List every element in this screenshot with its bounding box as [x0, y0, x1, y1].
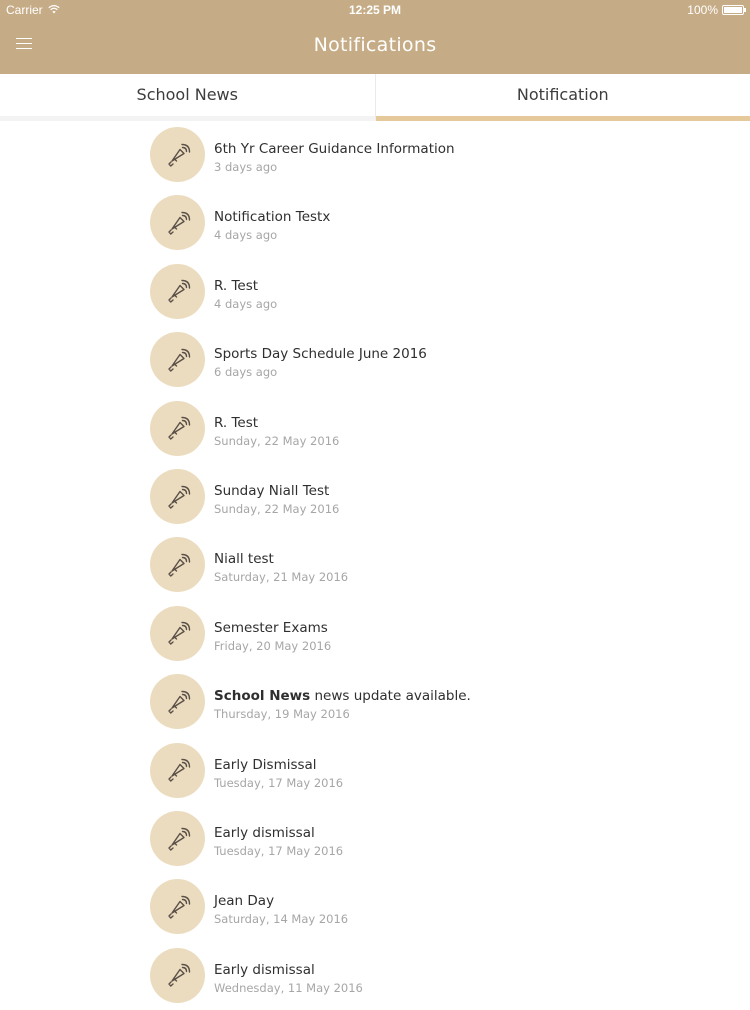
megaphone-icon — [150, 674, 205, 729]
notification-text — [214, 962, 363, 995]
notification-text — [214, 551, 348, 584]
notification-title: Niall test — [214, 551, 348, 567]
notification-item[interactable] — [150, 121, 650, 189]
megaphone-icon — [150, 879, 205, 934]
battery-label: 100% — [687, 3, 718, 17]
notification-date: 4 days ago — [214, 297, 277, 311]
notification-title: Jean Day — [214, 893, 348, 909]
megaphone-icon — [150, 264, 205, 319]
notification-date: 6 days ago — [214, 365, 427, 379]
notification-date: 3 days ago — [214, 160, 455, 174]
notification-item[interactable] — [150, 805, 650, 873]
megaphone-icon — [150, 127, 205, 182]
notification-title: Sunday Niall Test — [214, 483, 339, 499]
megaphone-icon — [150, 948, 205, 1003]
notification-text — [214, 757, 343, 790]
notification-item[interactable] — [150, 600, 650, 668]
notification-item[interactable] — [150, 189, 650, 257]
notification-date: Tuesday, 17 May 2016 — [214, 776, 343, 790]
battery-icon — [722, 5, 744, 15]
notification-item[interactable] — [150, 668, 650, 736]
notification-title: Early dismissal — [214, 962, 363, 978]
notification-item[interactable] — [150, 873, 650, 941]
tab-notification[interactable]: Notification — [376, 74, 750, 121]
notification-item[interactable] — [150, 737, 650, 805]
notification-date: Thursday, 19 May 2016 — [214, 707, 471, 721]
notification-item[interactable] — [150, 463, 650, 531]
page-title: Notifications — [0, 34, 750, 56]
notification-title: Early Dismissal — [214, 757, 343, 773]
notification-date: Tuesday, 17 May 2016 — [214, 844, 343, 858]
megaphone-icon — [150, 469, 205, 524]
notification-date: Saturday, 14 May 2016 — [214, 912, 348, 926]
megaphone-icon — [150, 537, 205, 592]
notification-text — [214, 688, 471, 721]
notification-text — [214, 893, 348, 926]
notification-title: Early dismissal — [214, 825, 343, 841]
notification-date: Wednesday, 11 May 2016 — [214, 981, 363, 995]
megaphone-icon — [150, 195, 205, 250]
megaphone-icon — [150, 332, 205, 387]
tab-bar — [0, 74, 750, 121]
notification-item[interactable] — [150, 326, 650, 394]
notification-text — [214, 278, 277, 311]
battery-status — [687, 3, 744, 17]
megaphone-icon — [150, 401, 205, 456]
notification-date: 4 days ago — [214, 228, 330, 242]
notification-text — [214, 415, 339, 448]
notification-text — [214, 620, 331, 653]
notification-title: R. Test — [214, 415, 339, 431]
notification-title: R. Test — [214, 278, 277, 294]
notification-date: Sunday, 22 May 2016 — [214, 502, 339, 516]
notification-date: Friday, 20 May 2016 — [214, 639, 331, 653]
notification-title-strong: School News — [214, 688, 310, 704]
notification-title: Sports Day Schedule June 2016 — [214, 346, 427, 362]
notification-title — [214, 688, 471, 704]
notification-title: Semester Exams — [214, 620, 331, 636]
carrier-label: Carrier — [6, 3, 43, 17]
notification-title: 6th Yr Career Guidance Information — [214, 141, 455, 157]
notification-item[interactable] — [150, 395, 650, 463]
notification-text — [214, 141, 455, 174]
notification-text — [214, 346, 427, 379]
notification-date: Saturday, 21 May 2016 — [214, 570, 348, 584]
megaphone-icon — [150, 743, 205, 798]
notification-text — [214, 825, 343, 858]
notification-text — [214, 483, 339, 516]
notification-item[interactable] — [150, 531, 650, 599]
notification-title: Notification Testx — [214, 209, 330, 225]
tab-school-news[interactable]: School News — [0, 74, 376, 121]
megaphone-icon — [150, 606, 205, 661]
notification-title-rest: news update available. — [310, 688, 471, 704]
notification-text — [214, 209, 330, 242]
notification-item[interactable] — [150, 258, 650, 326]
status-time: 12:25 PM — [0, 3, 750, 17]
notification-date: Sunday, 22 May 2016 — [214, 434, 339, 448]
navigation-bar — [0, 20, 750, 74]
status-bar — [0, 0, 750, 20]
megaphone-icon — [150, 811, 205, 866]
